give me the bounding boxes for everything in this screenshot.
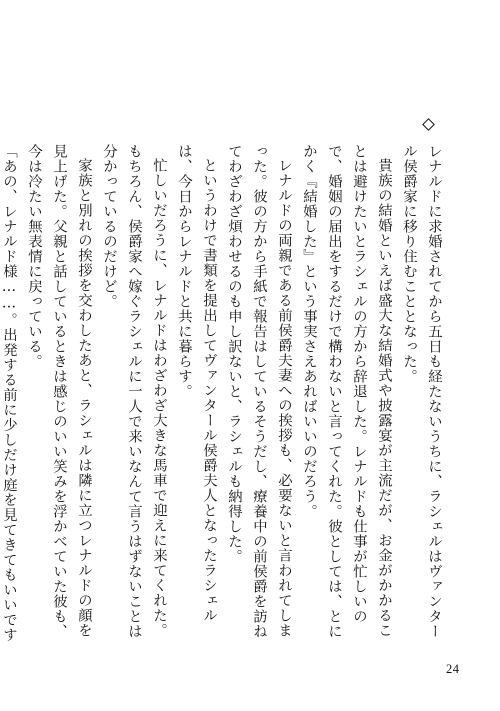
paragraph: というわけで書類を提出してヴァンタール侯爵夫人となったラシェルは、今日からレナルドと共に暮らす。 <box>176 144 217 624</box>
vertical-body-text <box>1 144 446 650</box>
paragraph: レナルドに求婚されてから五日も経たないうちに、ラシェルはヴァンタール侯爵家に移り住むこととなった。 <box>401 144 442 639</box>
page-number: 24 <box>446 662 460 676</box>
paragraph: レナルドの両親である前侯爵夫妻への挨拶も、必要ないと言われてしまった。彼の方から手紙で報告はしているそうだし、療養中の前侯爵を訪ねてわざわざ煩わせるのも申し訳ないと、ラシェルも納得した。 <box>226 144 292 639</box>
paragraph: 「あの、レナルド様……。出発する前に少しだけ庭を見てきてもいいです <box>1 144 17 643</box>
paragraph: 家族と別れの挨拶を交わしたあと、ラシェルは隣に立つレナルドの顔を見上げた。父親と話しているときは感じのいい笑みを浮かべていた彼も、今は冷たい無表情に戻っている。 <box>26 144 92 639</box>
paragraph: 貴族の結婚といえば盛大な結婚式や披露宴が主流だが、お金がかかることは避けたいとラシェルの方から辞退した。レナルドも仕事が忙しいので、婚姻の届出をするだけで構わないと言ってくれた。彼としては、とにかく『結婚した』という事実さえあればいいのだろう。 <box>301 144 392 639</box>
section-break-diamond-icon <box>422 118 435 131</box>
paragraph: 忙しいだろうに、レナルドはわざわざ大きな馬車で迎えに来てくれた。もちろん、侯爵家へ嫁ぐラシェルに一人で来いなんて言うはずないことは分かっているのだけど。 <box>101 144 167 639</box>
